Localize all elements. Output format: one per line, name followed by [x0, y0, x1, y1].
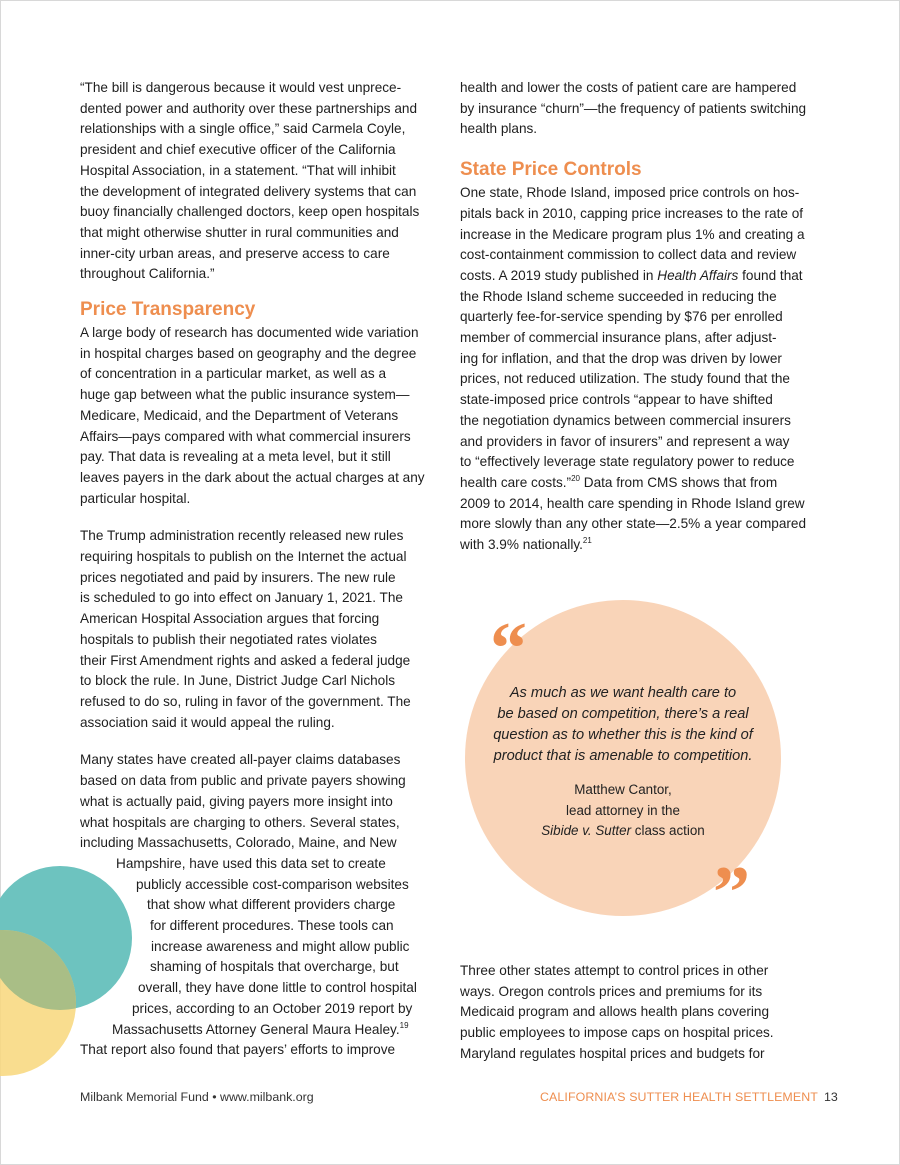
footnote-19: 19	[399, 1020, 409, 1030]
text-line: That report also found that payers’ efforts to improve	[80, 1042, 396, 1058]
text-line: Affairs—pays compared with what commercial insurers	[80, 428, 411, 444]
text-line: based on data from public and private payers showing	[80, 773, 406, 789]
text-line: Medicare, Medicaid, and the Department of Veterans	[80, 407, 399, 423]
text-line: One state, Rhode Island, imposed price controls on hos-	[460, 185, 800, 201]
text-line-body: Massachusetts Attorney General Maura Healey.	[112, 1021, 400, 1037]
text-line: president and chief executive officer of the California	[80, 142, 396, 158]
text-line: 2009 to 2014, health care spending in Rhode Island grew	[460, 495, 805, 511]
text-line: that might otherwise shutter in rural communities and	[80, 224, 399, 240]
text-line	[80, 1020, 440, 1041]
churn-continued-paragraph	[460, 78, 820, 140]
text-line: “The bill is dangerous because it would vest unprece-	[80, 80, 402, 95]
text-line: member of commercial insurance plans, after adjust-	[460, 330, 777, 346]
text-line: American Hospital Association argues that forcing	[80, 611, 380, 627]
text-line: pay. That data is revealing at a meta level, but it still	[80, 449, 391, 465]
text-line: shaming of hospitals that overcharge, but	[150, 959, 399, 975]
text-line: Hospital Association, in a statement. “That will inhibit	[80, 162, 396, 178]
text-line: leaves payers in the dark about the actual charges at any	[80, 469, 425, 485]
text-line: relationships with a single office,” said Carmela Coyle,	[80, 121, 406, 137]
footer-report-title: CALIFORNIA’S SUTTER HEALTH SETTLEMENT	[540, 1090, 818, 1104]
journal-title: Health Affairs	[657, 267, 739, 283]
transparency-paragraph-3	[80, 750, 440, 1061]
quote-line: be based on competition, there’s a real	[497, 706, 749, 722]
text-line: more slowly than any other state—2.5% a year compared	[460, 516, 807, 532]
right-column	[460, 78, 820, 556]
text-line: huge gap between what the public insurance system—	[80, 387, 410, 403]
text-line: in hospital charges based on geography and the degree	[80, 345, 417, 361]
text-line: and providers in favor of insurers” and represent a way	[460, 433, 790, 449]
text-line: publicly accessible cost-comparison websites	[136, 876, 409, 892]
text-line: public employees to impose caps on hospital prices.	[460, 1025, 774, 1041]
text-line: Maryland regulates hospital prices and budgets for	[460, 1045, 765, 1061]
section-heading-price-transparency: Price Transparency	[80, 299, 256, 321]
page-number: 13	[824, 1090, 838, 1104]
text-line: Many states have created all-payer claims databases	[80, 752, 401, 768]
text-fragment: health care costs.”	[460, 474, 572, 490]
text-fragment: found that	[738, 267, 803, 283]
text-fragment: with 3.9% nationally.	[460, 537, 583, 553]
text-line: the development of integrated delivery systems that can	[80, 183, 417, 199]
text-line: what hospitals are charging to others. Several states,	[80, 814, 400, 830]
text-line: buoy financially challenged doctors, keep open hospitals	[80, 204, 420, 220]
text-fragment: Data from CMS shows that from	[579, 474, 778, 490]
text-line: inner-city urban areas, and preserve access to care	[80, 245, 390, 261]
text-line: requiring hospitals to publish on the Internet the actual	[80, 549, 407, 565]
footer-publisher: Milbank Memorial Fund • www.milbank.org	[80, 1090, 314, 1104]
text-line: refused to do so, ruling in favor of the government. The	[80, 693, 411, 709]
section-heading-state-price-controls: State Price Controls	[460, 159, 642, 181]
text-line: what is actually paid, giving payers more insight into	[80, 793, 393, 809]
text-line: hospitals to publish their negotiated rates violates	[80, 631, 377, 647]
text-line	[460, 535, 820, 556]
quote-line: product that is amenable to competition.	[493, 748, 753, 764]
transparency-paragraph-1	[80, 323, 440, 509]
text-line: health and lower the costs of patient care are hampered	[460, 80, 797, 95]
text-line: dented power and authority over these partnerships and	[80, 100, 418, 116]
coyle-quote-paragraph	[80, 78, 440, 285]
text-line: health plans.	[460, 121, 538, 137]
text-line: to block the rule. In June, District Judge Carl Nichols	[80, 673, 396, 689]
price-controls-paragraph	[460, 183, 820, 556]
text-fragment: costs. A 2019 study published in	[460, 267, 658, 283]
attribution-role: lead attorney in the	[566, 802, 680, 818]
text-line: their First Amendment rights and asked a federal judge	[80, 652, 411, 668]
footnote-20: 20	[571, 473, 580, 483]
footnote-21: 21	[582, 536, 592, 546]
text-line: prices, not reduced utilization. The study found that the	[460, 371, 790, 387]
text-line: association said it would appeal the ruling.	[80, 714, 335, 730]
case-suffix: class action	[631, 823, 705, 838]
text-line: is scheduled to go into effect on January 1, 2021. The	[80, 590, 403, 606]
text-line: throughout California.”	[80, 266, 215, 282]
text-line: the Rhode Island scheme succeeded in reducing the	[460, 288, 777, 304]
text-line	[460, 266, 820, 287]
text-line: prices, according to an October 2019 report by	[132, 1000, 413, 1016]
pull-quote-text	[470, 683, 776, 767]
open-quote-mark-icon: “	[490, 608, 527, 690]
text-line: that show what different providers charge	[147, 897, 396, 913]
text-line: particular hospital.	[80, 490, 191, 506]
text-line: pitals back in 2010, capping price increases to the rate of	[460, 205, 804, 221]
text-line: quarterly fee-for-service spending by $76 per enrolled	[460, 309, 783, 325]
text-line: increase awareness and might allow public	[151, 938, 410, 954]
text-line: to “effectively leverage state regulatory power to reduce	[460, 454, 795, 470]
text-line: prices negotiated and paid by insurers. The new rule	[80, 569, 396, 585]
text-line	[460, 473, 820, 494]
text-line: cost-containment commission to collect data and review	[460, 247, 797, 263]
text-line: Hampshire, have used this data set to create	[116, 855, 386, 871]
left-column	[80, 78, 440, 1061]
case-name: Sibide v. Sutter	[541, 823, 632, 838]
quote-line: As much as we want health care to	[509, 685, 737, 701]
other-states-paragraph	[460, 961, 820, 1065]
text-line: ing for inflation, and that the drop was driven by lower	[460, 350, 782, 366]
close-quote-mark-icon: ”	[713, 852, 750, 934]
text-line: increase in the Medicare program plus 1% and creating a	[460, 226, 805, 242]
text-line: overall, they have done little to control hospital	[138, 980, 417, 996]
text-line: A large body of research has documented wide variation	[80, 325, 419, 341]
attribution-name: Matthew Cantor,	[574, 782, 672, 797]
text-line: The Trump administration recently released new rules	[80, 528, 404, 544]
text-line: ways. Oregon controls prices and premiums for its	[460, 983, 763, 999]
quote-line: question as to whether this is the kind of	[493, 727, 753, 743]
text-line: Medicaid program and allows health plans covering	[460, 1004, 770, 1020]
text-line: state-imposed price controls “appear to have shifted	[460, 392, 773, 408]
pull-quote-attribution	[470, 780, 776, 842]
text-line: of concentration in a particular market, as well as a	[80, 366, 387, 382]
text-line: the negotiation dynamics between commercial insurers	[460, 412, 791, 428]
text-line: including Massachusetts, Colorado, Maine, and New	[80, 835, 397, 851]
transparency-paragraph-2	[80, 526, 440, 733]
text-line: Three other states attempt to control prices in other	[460, 963, 769, 978]
text-line: by insurance “churn”—the frequency of patients switching	[460, 100, 807, 116]
text-line: for different procedures. These tools can	[150, 918, 394, 934]
attribution-case-line	[470, 821, 776, 842]
